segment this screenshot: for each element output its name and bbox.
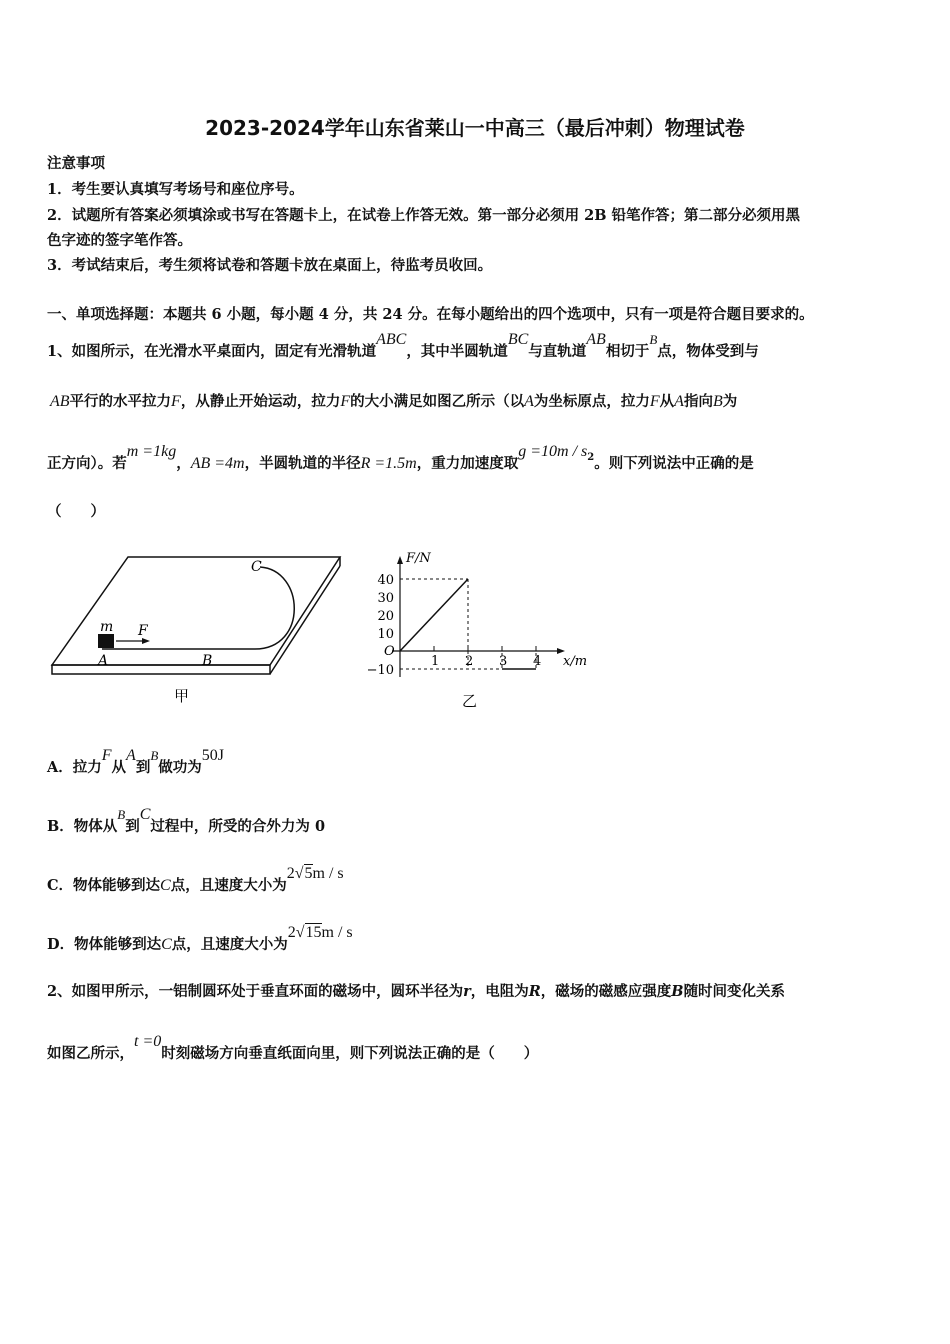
- q1-sym-f: F: [649, 393, 660, 410]
- notice-item-2: 2．试题所有答案必须填涂或书写在答题卡上，在试卷上作答无效。第一部分必须用 2B 铅笔作答；第二部分必须用黑: [47, 207, 801, 224]
- q1-sym-b: B: [150, 748, 159, 763]
- section-heading: 一、单项选择题：本题共 6 小题，每小题 4 分，共 24 分。在每小题给出的四个选项中，只有一项是符合题目要求的。: [47, 306, 814, 323]
- label-c: C: [251, 559, 262, 575]
- chart-y-tick-label: 10: [377, 627, 394, 642]
- q1-text: 的大小满足如图乙所示（以: [350, 393, 525, 410]
- notice-item-2-cont: 色字迹的签字笔作答。: [47, 232, 192, 249]
- q1-sym-c: C: [161, 936, 172, 953]
- option-c-radicand: 5: [304, 865, 313, 882]
- q2-text: ，磁场的磁感应强度: [540, 983, 672, 1000]
- option-b-text: 过程中，所受的合外力为 0: [150, 818, 326, 835]
- q1-option-d[interactable]: [47, 924, 353, 954]
- option-a-text: 到: [135, 759, 151, 776]
- q1-text: ，其中半圆轨道: [406, 343, 508, 360]
- q1-eq-gravity-exp: 2: [587, 452, 595, 463]
- q1-text: ，从静止开始运动，拉力: [180, 393, 341, 410]
- q2-text: 如图乙所示，: [47, 1045, 134, 1062]
- q1-text: 为坐标原点，拉力: [533, 393, 650, 410]
- chart-y-tick-label: 30: [377, 591, 394, 606]
- q1-text: 。则下列说法中正确的是: [594, 455, 754, 472]
- table-edge: [52, 665, 270, 674]
- notice-item-1: 1．考生要认真填写考场号和座位序号。: [47, 181, 304, 198]
- label-m: m: [100, 619, 114, 635]
- q2-line-1: [47, 980, 785, 1001]
- q1-option-c[interactable]: [47, 865, 344, 895]
- q1-sym-ab: AB: [50, 393, 70, 410]
- chart-y-label: F/N: [406, 551, 431, 566]
- chart-x-tick-label: 1: [431, 654, 440, 669]
- q2-text: 2、如图甲所示，一铝制圆环处于垂直环面的磁场中，圆环半径为: [47, 983, 464, 1000]
- label-f: F: [138, 623, 148, 639]
- q1-figures: [40, 525, 600, 720]
- chart-y-tick-label: −10: [366, 663, 394, 678]
- q1-text: ，重力加速度取: [416, 455, 519, 472]
- option-d-value: 2√15m / s: [287, 924, 353, 941]
- table-side: [270, 566, 340, 674]
- q2-eq-time: t =0: [134, 1033, 162, 1050]
- chart-y-axis-arrow: [397, 556, 403, 564]
- option-d-text: D．物体能够到达: [47, 936, 162, 953]
- label-a: A: [98, 653, 109, 669]
- q1-text: 为: [722, 393, 738, 410]
- q1-text: ，: [176, 455, 191, 472]
- chart-x-tick-label: 4: [533, 654, 542, 669]
- q1-option-a[interactable]: [47, 747, 224, 777]
- q1-text: 从: [659, 393, 675, 410]
- q1-eq-gravity: g =10m / s: [518, 443, 588, 460]
- q2-text: ，电阻为: [470, 983, 529, 1000]
- chart-x-label: x/m: [563, 654, 588, 669]
- notice-item-3: 3．考试结束后，考生须将试卷和答题卡放在桌面上，待监考员收回。: [47, 257, 493, 274]
- chart-y-tick-label: 40: [377, 573, 394, 588]
- chart-y-tick-label: 20: [377, 609, 394, 624]
- q1-text: 与直轨道: [528, 343, 587, 360]
- option-c-unit: m / s: [312, 865, 344, 882]
- chart-x-tick-label: 2: [465, 654, 474, 669]
- q1-sym-b: B: [649, 332, 658, 347]
- q2-line-2: [47, 1033, 539, 1063]
- q1-sym-abc: ABC: [376, 331, 407, 348]
- option-c-value: 2√5m / s: [286, 865, 344, 882]
- option-c-coef: 2: [286, 865, 295, 882]
- q2-sym-r: r: [463, 983, 471, 1000]
- q2-sym-field: B: [671, 983, 684, 1000]
- option-d-coef: 2: [287, 924, 296, 941]
- q1-text: 平行的水平拉力: [69, 393, 172, 410]
- q1-text: ，半圆轨道的半径: [244, 455, 361, 472]
- q1-eq-ab: AB =4m: [190, 455, 245, 472]
- mass-block: [98, 634, 114, 648]
- track-abc: [102, 567, 294, 649]
- q2-sym-resistance: R: [528, 983, 541, 1000]
- caption-jia: 甲: [174, 687, 190, 705]
- q1-sym-bc: BC: [507, 331, 529, 348]
- q1-sym-f: F: [171, 393, 181, 410]
- q2-text: 随时间变化关系: [683, 983, 786, 1000]
- q1-line-3: [47, 443, 754, 473]
- q1-sym-f: F: [340, 393, 351, 410]
- q1-sym-a: A: [674, 393, 684, 410]
- option-a-text: A．拉力: [47, 759, 102, 776]
- option-c-text: 点，且速度大小为: [170, 877, 287, 894]
- q1-option-b[interactable]: [47, 806, 326, 836]
- chart-x-tick-label: 3: [499, 654, 508, 669]
- option-b-text: 到: [125, 818, 140, 835]
- q1-eq-radius: R =1.5m: [360, 455, 417, 472]
- q1-text: 点，物体受到与: [657, 343, 759, 360]
- q1-sym-c: C: [139, 806, 151, 823]
- q1-sym-ab: AB: [586, 331, 606, 348]
- q1-line-2: [50, 390, 737, 411]
- chart-origin-label: O: [384, 644, 395, 659]
- q1-eq-mass: m =1kg: [126, 443, 177, 460]
- fig-yi-chart: [367, 551, 587, 710]
- q1-text: 相切于: [605, 343, 650, 360]
- caption-yi: 乙: [462, 692, 478, 710]
- option-d-text: 点，且速度大小为: [171, 936, 288, 953]
- notice-heading: 注意事项: [47, 155, 105, 172]
- option-d-radicand: 15: [305, 924, 322, 941]
- option-a-value: 50J: [201, 747, 224, 764]
- q1-line-1: [47, 331, 759, 361]
- q1-sym-a: A: [524, 393, 534, 410]
- q1-sym-b: B: [117, 807, 126, 822]
- option-a-text: 从: [111, 759, 127, 776]
- q1-sym-b: B: [712, 393, 723, 410]
- fig-jia: [52, 557, 340, 705]
- q1-sym-f: F: [101, 747, 112, 764]
- q1-text: 1、如图所示，在光滑水平桌面内，固定有光滑轨道: [47, 343, 377, 360]
- q1-answer-paren: （ ）: [47, 503, 105, 520]
- page-title: 2023-2024学年山东省莱山一中高三（最后冲刺）物理试卷: [205, 116, 745, 140]
- q1-text: 正方向）。若: [47, 455, 127, 472]
- chart-series-line-1: [400, 579, 468, 651]
- option-b-text: B．物体从: [47, 818, 118, 835]
- q1-sym-c: C: [160, 877, 171, 894]
- option-c-text: C．物体能够到达: [47, 877, 161, 894]
- option-d-unit: m / s: [321, 924, 353, 941]
- q1-sym-a: A: [126, 747, 136, 764]
- option-a-text: 做功为: [158, 759, 202, 776]
- q2-text: 时刻磁场方向垂直纸面向里，则下列说法正确的是（ ）: [161, 1045, 539, 1062]
- q1-text: 指向: [683, 393, 713, 410]
- label-b: B: [202, 653, 213, 669]
